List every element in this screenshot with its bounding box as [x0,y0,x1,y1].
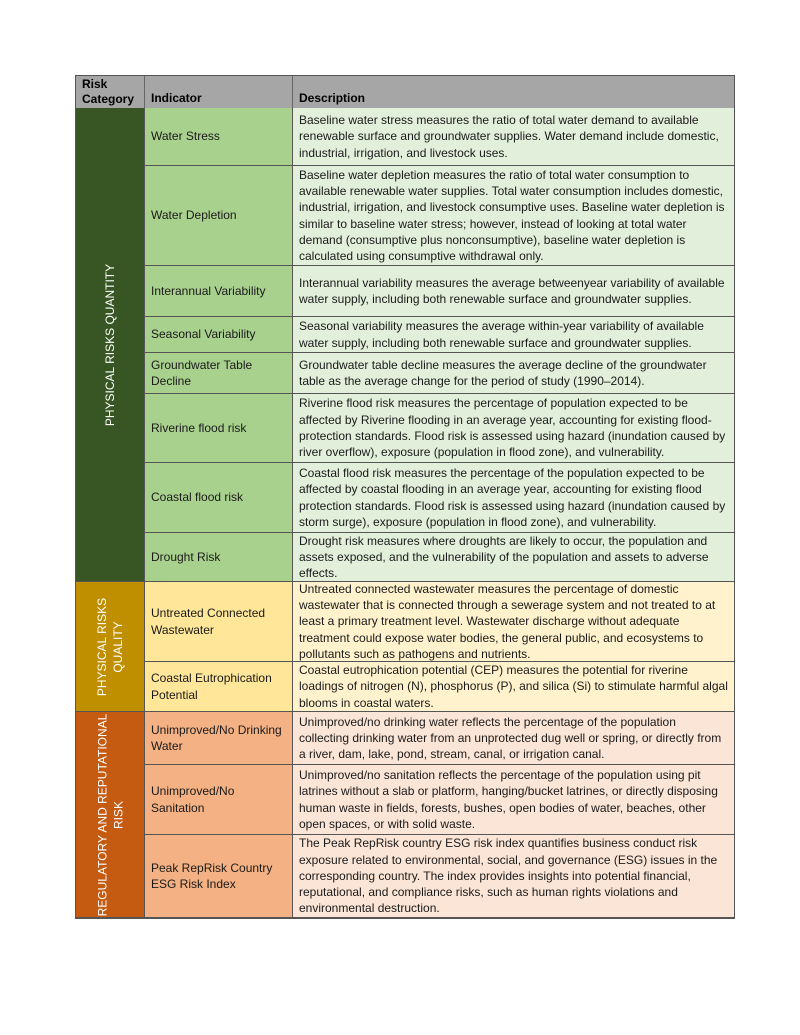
description-cell: Coastal flood risk measures the percentage of the population expected to be affected by coastal flooding in an average year, accounting for existing flood protection standards. Flood risk is assessed using hazard (inundation caused by storm surge), exposure (population in flood zone), and vulnerability. [293,463,734,533]
category-regulatory-reputational [76,712,145,918]
header-risk-category [76,76,145,108]
category-label: PHYSICAL RISKS QUANTITY [103,263,118,426]
description-cell: The Peak RepRisk country ESG risk index quantifies business conduct risk exposure related to environmental, social, and governance (ESG) issues in the corresponding country. The index provides insights into potential financial, reputational, and compliance risks, such as human rights violations and environmental destruction. [293,835,734,918]
description-cell: Unimproved/no sanitation reflects the percentage of the population using pit latrines without a slab or platform, hanging/bucket latrines, or directly disposing human waste in fields, forests, bushes, open bodies of water, beaches, other open spaces, or with solid waste. [293,765,734,835]
category-physical-quality [76,582,145,712]
indicator-cell: Untreated Connected Wastewater [145,582,293,662]
description-cell: Coastal eutrophication potential (CEP) measures the potential for riverine loadings of nitrogen (N), phosphorus (P), and silica (Si) to stimulate harmful algal blooms in coastal waters. [293,662,734,712]
header-indicator [145,76,293,108]
indicator-cell: Unimproved/No Drinking Water [145,712,293,765]
category-label: REGULATORY AND REPUTATIONAL [95,713,109,916]
indicator-cell: Coastal flood risk [145,463,293,533]
header-indicator-label: Indicator [151,91,202,105]
indicator-cell: Water Stress [145,108,293,166]
description-cell: Baseline water depletion measures the ratio of total water consumption to available renewable water supplies. Total water consumption includes domestic, industrial, irrigation, and livestock consumptive uses. Baseline water depletion is similar to baseline water stress; however, instead of looking at total water demand (consumptive plus nonconsumptive), baseline water depletion is calculated using consumptive withdrawal only. [293,166,734,266]
category-label: PHYSICAL RISKS [95,597,110,696]
indicator-cell: Seasonal Variability [145,317,293,353]
description-cell: Untreated connected wastewater measures the percentage of domestic wastewater that is connected through a sewerage system and not treated to at least a primary treatment level. Wastewater discharge without adequate treatment could expose water bodies, the general public, and ecosystems to pollutants such as pathogens and nutrients. [293,582,734,662]
indicator-cell: Interannual Variability [145,266,293,317]
header-description-label: Description [299,91,366,105]
indicator-cell: Unimproved/No Sanitation [145,765,293,835]
header-category-label: Category [82,92,135,106]
description-cell: Interannual variability measures the average betweenyear variability of available water supply, including both renewable surface and groundwater supplies. [293,266,734,317]
description-cell: Baseline water stress measures the ratio of total water demand to available renewable surface and groundwater supplies. Water demand include domestic, industrial, irrigation, and livestock uses. [293,108,734,166]
description-cell: Seasonal variability measures the average within-year variability of available water supply, including both renewable surface and groundwater supplies. [293,317,734,353]
description-cell: Unimproved/no drinking water reflects the percentage of the population collecting drinking water from an unprotected dug well or spring, or directly from a river, dam, lake, pond, stream, canal, or irrigation canal. [293,712,734,765]
indicator-cell: Groundwater Table Decline [145,353,293,394]
category-label: QUALITY [111,620,126,673]
header-description [293,76,734,108]
indicator-cell: Coastal Eutrophication Potential [145,662,293,712]
description-cell: Drought risk measures where droughts are likely to occur, the population and assets exposed, and the vulnerability of the population and assets to adverse effects. [293,533,734,582]
description-cell: Groundwater table decline measures the average decline of the groundwater table as the average change for the period of study (1990–2014). [293,353,734,394]
indicator-cell: Drought Risk [145,533,293,582]
indicator-cell: Water Depletion [145,166,293,266]
indicator-cell: Peak RepRisk Country ESG Risk Index [145,835,293,918]
description-cell: Riverine flood risk measures the percentage of population expected to be affected by Riverine flooding in an average year, accounting for existing flood-protection standards. Flood risk is assessed using hazard (inundation caused by river overflow), exposure (population in flood zone), and vulnerability. [293,394,734,463]
category-label: RISK [111,800,125,829]
category-physical-quantity [76,108,145,582]
indicator-cell: Riverine flood risk [145,394,293,463]
header-risk-label: Risk [82,77,108,91]
